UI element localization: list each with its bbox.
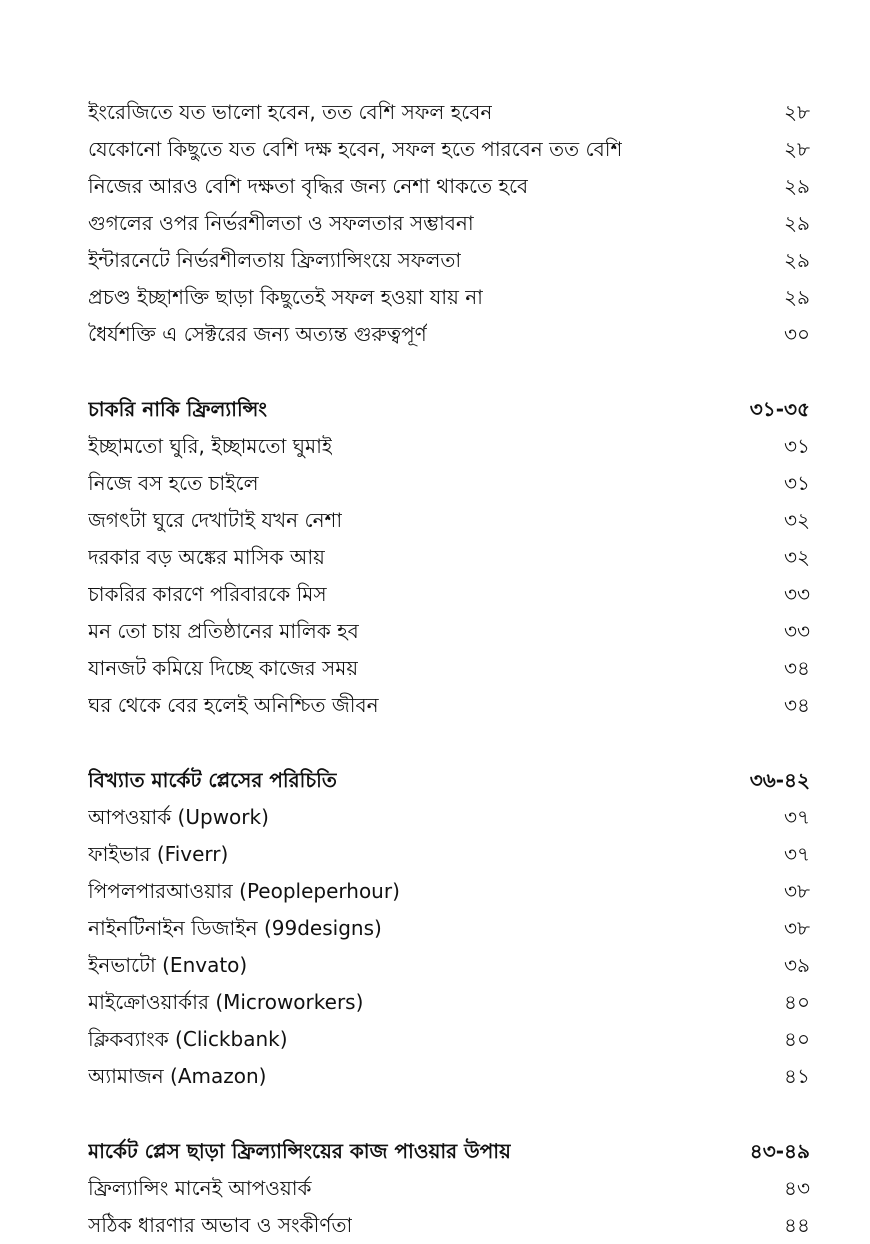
table-of-contents: [88, 94, 810, 1244]
toc-entry: [88, 650, 810, 687]
toc-entry: [88, 316, 810, 353]
toc-entry-page: ৩২: [783, 508, 810, 532]
toc-entry-title: ইনভাটো (Envato): [88, 953, 248, 977]
toc-entry: [88, 799, 810, 836]
chapter-title: বিখ্যাত মার্কেট প্লেসের পরিচিতি: [88, 768, 337, 792]
chapter-page-range: ৩১-৩৫: [749, 397, 810, 421]
toc-entry: [88, 910, 810, 947]
toc-entry-title: যানজট কমিয়ে দিচ্ছে কাজের সময়: [88, 656, 359, 680]
toc-section: [88, 1133, 810, 1244]
toc-entry-page: ৩১: [784, 471, 810, 495]
toc-entry-page: ৩১: [784, 434, 810, 458]
chapter-title: মার্কেট প্লেস ছাড়া ফ্রিল্যান্সিংয়ের কাজ পাওয়ার উপায়: [88, 1139, 511, 1163]
toc-section: [88, 391, 810, 724]
toc-entry-page: ৪৩: [784, 1176, 810, 1200]
toc-entry-title: পিপলপারআওয়ার (Peopleperhour): [88, 879, 400, 903]
toc-entry-title: আপওয়ার্ক (Upwork): [88, 805, 269, 829]
toc-entry: [88, 131, 810, 168]
toc-entry: [88, 539, 810, 576]
toc-entry-title: গুগলের ওপর নির্ভরশীলতা ও সফলতার সম্ভাবনা: [88, 211, 474, 235]
toc-entry-page: ৩৮: [784, 916, 810, 940]
toc-entry-page: ২৮: [784, 137, 810, 161]
toc-entry-title: যেকোনো কিছুতে যত বেশি দক্ষ হবেন, সফল হতে পারবেন তত বেশি: [88, 137, 623, 161]
toc-entry: [88, 1058, 810, 1095]
toc-entry-page: ৩৮: [784, 879, 810, 903]
toc-entry-page: ২৯: [784, 174, 810, 198]
toc-entry-title: ক্লিকব্যাংক (Clickbank): [88, 1027, 288, 1051]
toc-entry-title: ইচ্ছামতো ঘুরি, ইচ্ছামতো ঘুমাই: [88, 434, 333, 458]
toc-entry-page: ২৯: [784, 211, 810, 235]
toc-entry-page: ৪১: [784, 1064, 810, 1088]
toc-entry-page: ৩২: [783, 545, 810, 569]
toc-entry-title: নিজে বস হতে চাইলে: [88, 471, 259, 495]
toc-entry: [88, 94, 810, 131]
toc-entry: [88, 502, 810, 539]
toc-entry: [88, 613, 810, 650]
toc-entry-page: ৩৯: [784, 953, 810, 977]
toc-entry-title: ঘর থেকে বের হলেই অনিশ্চিত জীবন: [88, 693, 379, 717]
toc-entry-page: ৩৩: [783, 582, 810, 606]
toc-entry-title: ধৈর্যশক্তি এ সেক্টরের জন্য অত্যন্ত গুরুত্বপূর্ণ: [88, 322, 427, 346]
toc-entry-page: ৩৩: [783, 619, 810, 643]
chapter-page-range: ৩৬-৪২: [749, 768, 810, 792]
chapter-page-range: ৪৩-৪৯: [749, 1139, 810, 1163]
section-spacer: [88, 1095, 810, 1133]
toc-section: [88, 94, 810, 353]
toc-entry-page: ৩৭: [783, 842, 810, 866]
toc-entry: [88, 1170, 810, 1207]
toc-section: [88, 762, 810, 1095]
toc-entry-title: ইংরেজিতে যত ভালো হবেন, তত বেশি সফল হবেন: [88, 100, 493, 124]
toc-entry-title: সঠিক ধারণার অভাব ও সংকীর্ণতা: [88, 1213, 353, 1237]
toc-entry-title: মন তো চায় প্রতিষ্ঠানের মালিক হব: [88, 619, 359, 643]
toc-entry: [88, 873, 810, 910]
toc-chapter-heading: [88, 1133, 810, 1170]
toc-entry-title: মাইক্রোওয়ার্কার (Microworkers): [88, 990, 364, 1014]
toc-entry: [88, 205, 810, 242]
toc-entry-title: জগৎটা ঘুরে দেখাটাই যখন নেশা: [88, 508, 343, 532]
toc-entry: [88, 836, 810, 873]
toc-entry: [88, 576, 810, 613]
toc-entry-page: ৪৪: [784, 1213, 810, 1237]
toc-entry-page: ২৯: [784, 248, 810, 272]
toc-entry-page: ৩৪: [784, 693, 810, 717]
section-spacer: [88, 724, 810, 762]
toc-entry: [88, 168, 810, 205]
toc-entry-page: ৩৪: [784, 656, 810, 680]
toc-entry-page: ৪০: [784, 1027, 810, 1051]
toc-entry-page: ২৯: [784, 285, 810, 309]
toc-entry: [88, 279, 810, 316]
toc-entry-title: চাকরির কারণে পরিবারকে মিস: [88, 582, 327, 606]
toc-entry: [88, 465, 810, 502]
toc-entry-page: ৩০: [783, 322, 810, 346]
toc-entry-title: ফ্রিল্যান্সিং মানেই আপওয়ার্ক: [88, 1176, 312, 1200]
toc-chapter-heading: [88, 391, 810, 428]
section-spacer: [88, 353, 810, 391]
toc-entry: [88, 242, 810, 279]
toc-entry: [88, 947, 810, 984]
toc-entry-title: নাইনটিনাইন ডিজাইন (99designs): [88, 916, 382, 940]
toc-entry-page: ৩৭: [783, 805, 810, 829]
toc-entry-page: ৪০: [784, 990, 810, 1014]
toc-entry: [88, 1021, 810, 1058]
toc-entry-title: দরকার বড় অঙ্কের মাসিক আয়: [88, 545, 325, 569]
toc-chapter-heading: [88, 762, 810, 799]
toc-entry-title: নিজের আরও বেশি দক্ষতা বৃদ্ধির জন্য নেশা থাকতে হবে: [88, 174, 529, 198]
chapter-title: চাকরি নাকি ফ্রিল্যান্সিং: [88, 397, 268, 421]
toc-entry: [88, 687, 810, 724]
toc-entry: [88, 1207, 810, 1244]
toc-entry: [88, 428, 810, 465]
toc-entry-title: ফাইভার (Fiverr): [88, 842, 229, 866]
toc-entry-title: ইন্টারনেটে নির্ভরশীলতায় ফ্রিল্যান্সিংয়ে সফলতা: [88, 248, 462, 272]
toc-entry-page: ২৮: [784, 100, 810, 124]
toc-entry-title: প্রচণ্ড ইচ্ছাশক্তি ছাড়া কিছুতেই সফল হওয়া যায় না: [88, 285, 483, 309]
toc-entry-title: অ্যামাজন (Amazon): [88, 1064, 267, 1088]
toc-entry: [88, 984, 810, 1021]
